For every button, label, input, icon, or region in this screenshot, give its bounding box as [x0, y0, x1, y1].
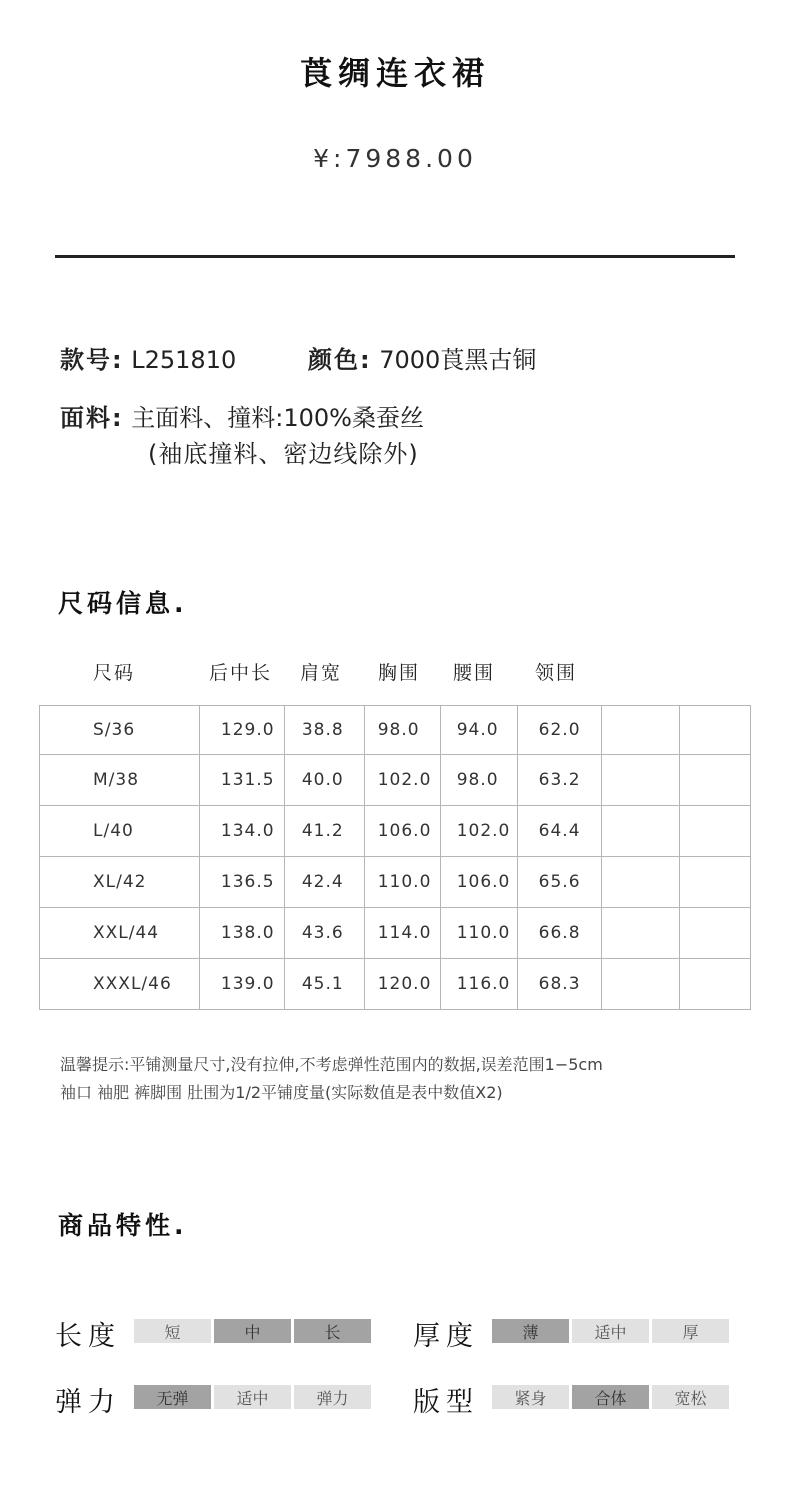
table-cell: [601, 755, 680, 806]
table-cell: 45.1: [284, 959, 364, 1010]
feature-label-thickness: 厚度: [413, 1321, 479, 1352]
table-cell: 94.0: [440, 706, 517, 755]
table-cell: 110.0: [364, 857, 440, 908]
table-cell: 102.0: [364, 755, 440, 806]
table-cell: 98.0: [440, 755, 517, 806]
features-heading: 商品特性.: [58, 1211, 188, 1240]
feature-option: 紧身: [492, 1385, 569, 1409]
table-cell: 138.0: [199, 908, 284, 959]
table-cell: L/40: [40, 806, 200, 857]
color-label: 颜色:: [308, 346, 372, 374]
table-cell: XXL/44: [40, 908, 200, 959]
feature-option: 无弹: [134, 1385, 211, 1409]
feature-option: 长: [294, 1319, 371, 1343]
table-cell: [601, 908, 680, 959]
table-cell: 136.5: [199, 857, 284, 908]
table-cell: 64.4: [517, 806, 601, 857]
table-row: [40, 857, 751, 908]
table-row: [40, 959, 751, 1010]
table-cell: 116.0: [440, 959, 517, 1010]
fabric-label: 面料:: [60, 404, 124, 432]
table-cell: [680, 959, 751, 1010]
size-table: [39, 705, 751, 1010]
feature-option: 宽松: [652, 1385, 729, 1409]
divider: [55, 255, 735, 258]
table-row: [40, 806, 751, 857]
table-cell: 40.0: [284, 755, 364, 806]
table-cell: 106.0: [440, 857, 517, 908]
header-collar: 领围: [535, 662, 578, 684]
table-row: [40, 755, 751, 806]
product-price: ¥:7988.00: [313, 144, 477, 173]
table-cell: M/38: [40, 755, 200, 806]
header-waist: 腰围: [453, 662, 496, 684]
table-cell: XL/42: [40, 857, 200, 908]
style-number: [60, 340, 236, 375]
header-size: 尺码: [93, 662, 136, 684]
fabric: [60, 398, 424, 433]
product-title: 莨绸连衣裙: [299, 54, 490, 92]
size-heading: 尺码信息.: [58, 589, 188, 618]
feature-scale-thickness: [492, 1319, 729, 1343]
table-cell: 66.8: [517, 908, 601, 959]
size-note-1: 温馨提示:平铺测量尺寸,没有拉伸,不考虑弹性范围内的数据,误差范围1−5cm: [60, 1055, 603, 1074]
table-cell: 42.4: [284, 857, 364, 908]
header-shoulder: 肩宽: [300, 662, 343, 684]
color: [308, 340, 536, 375]
table-cell: S/36: [40, 706, 200, 755]
table-cell: [680, 806, 751, 857]
table-cell: 129.0: [199, 706, 284, 755]
table-cell: [601, 706, 680, 755]
table-cell: 43.6: [284, 908, 364, 959]
fabric-note: (袖底撞料、密边线除外): [148, 440, 419, 468]
table-cell: 139.0: [199, 959, 284, 1010]
header-bust: 胸围: [378, 662, 421, 684]
feature-label-fit: 版型: [413, 1387, 479, 1418]
table-cell: [680, 755, 751, 806]
table-cell: 114.0: [364, 908, 440, 959]
table-row: [40, 908, 751, 959]
feature-option: 薄: [492, 1319, 569, 1343]
fabric-value: 主面料、撞料:100%桑蚕丝: [131, 404, 424, 432]
feature-scale-elasticity: [134, 1385, 371, 1409]
table-cell: 68.3: [517, 959, 601, 1010]
table-cell: [601, 806, 680, 857]
table-cell: 134.0: [199, 806, 284, 857]
table-cell: [680, 857, 751, 908]
feature-option: 短: [134, 1319, 211, 1343]
feature-option: 适中: [214, 1385, 291, 1409]
feature-label-elasticity: 弹力: [55, 1387, 121, 1418]
table-cell: 62.0: [517, 706, 601, 755]
table-cell: XXXL/46: [40, 959, 200, 1010]
color-value: 7000莨黑古铜: [379, 346, 537, 374]
feature-option: 合体: [572, 1385, 649, 1409]
feature-label-length: 长度: [55, 1321, 121, 1352]
table-cell: 65.6: [517, 857, 601, 908]
size-note-2: 袖口 袖肥 裤脚围 肚围为1/2平铺度量(实际数值是表中数值X2): [60, 1083, 503, 1102]
style-label: 款号:: [60, 346, 124, 374]
table-cell: [601, 959, 680, 1010]
table-cell: [680, 706, 751, 755]
header-back-length: 后中长: [209, 662, 273, 684]
style-value: L251810: [131, 346, 237, 374]
table-row: [40, 706, 751, 755]
table-cell: 98.0: [364, 706, 440, 755]
table-cell: 41.2: [284, 806, 364, 857]
feature-option: 中: [214, 1319, 291, 1343]
table-cell: 120.0: [364, 959, 440, 1010]
table-cell: 110.0: [440, 908, 517, 959]
feature-option: 弹力: [294, 1385, 371, 1409]
feature-scale-fit: [492, 1385, 729, 1409]
table-cell: 131.5: [199, 755, 284, 806]
table-cell: [601, 857, 680, 908]
table-cell: 63.2: [517, 755, 601, 806]
feature-scale-length: [134, 1319, 371, 1343]
feature-option: 厚: [652, 1319, 729, 1343]
table-cell: [680, 908, 751, 959]
table-cell: 106.0: [364, 806, 440, 857]
table-cell: 102.0: [440, 806, 517, 857]
table-cell: 38.8: [284, 706, 364, 755]
feature-option: 适中: [572, 1319, 649, 1343]
